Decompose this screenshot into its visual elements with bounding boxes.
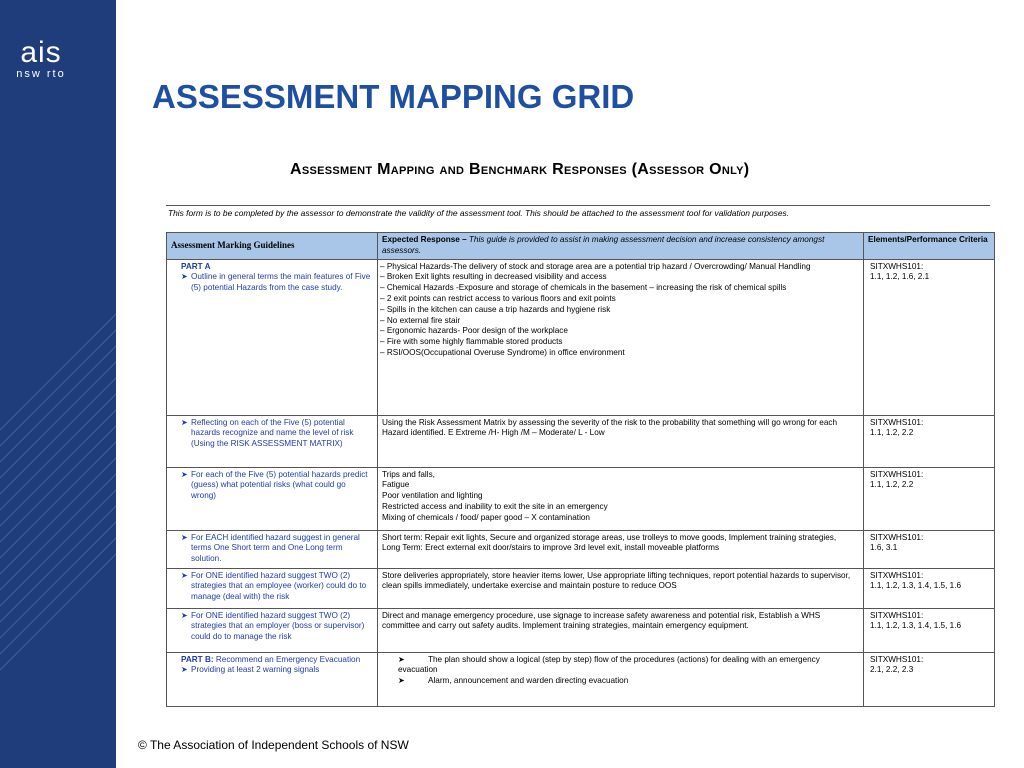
response-line: Trips and falls,	[382, 469, 435, 479]
criteria-cell	[864, 467, 995, 530]
response-line: – Fire with some highly flammable stored products	[380, 337, 563, 347]
sidebar	[0, 0, 116, 768]
guideline-cell	[167, 530, 378, 568]
response-cell	[378, 568, 864, 608]
response-line: – Physical Hazards-The delivery of stock and storage area are a potential trip hazard / Overcrowding/ Manual Handling	[380, 261, 811, 271]
arrowhead-bullet-icon: ➤	[181, 570, 188, 580]
criteria-codes: 1.1, 1.2, 2.2	[870, 428, 914, 438]
document-note: This form is to be completed by the assessor to demonstrate the validity of the assessment tool. This should be attached to the assessment tool for validation purposes.	[168, 208, 790, 218]
arrowhead-bullet-icon: ➤	[398, 676, 405, 686]
sidebar-diagonal-pattern	[0, 0, 116, 768]
response-line: Fatigue	[382, 480, 410, 490]
header-expected-response	[378, 233, 864, 260]
table-row	[167, 259, 995, 415]
response-cell	[378, 608, 864, 652]
guideline-cell	[167, 259, 378, 415]
criteria-cell	[864, 415, 995, 467]
response-cell	[378, 652, 864, 706]
table-row	[167, 652, 995, 706]
guideline-text: Providing at least 2 warning signals	[191, 665, 320, 675]
guideline-text: Reflecting on each of the Five (5) potential hazards recognize and name the level of risk (Using the RISK ASSESSMENT MATRIX)	[191, 417, 354, 449]
footer-copyright: © The Association of Independent Schools of NSW	[138, 738, 409, 752]
response-cell	[378, 530, 864, 568]
guideline-text: For EACH identified hazard suggest in general terms One Short term and One Long term solution.	[191, 532, 360, 564]
guideline-text: For each of the Five (5) potential hazards predict (guess) what potential risks (what could go wrong)	[191, 469, 368, 501]
table-row	[167, 530, 995, 568]
part-b-label: PART B:	[181, 654, 214, 664]
criteria-cell	[864, 652, 995, 706]
criteria-codes: 1.1, 1.2, 1.6, 2.1	[870, 272, 930, 282]
response-line: Long Term: Erect external exit door/stairs to improve 3rd level exit, install moveable platforms	[382, 543, 720, 553]
criteria-unit: SITXWHS101:	[870, 610, 924, 620]
table-row	[167, 568, 995, 608]
criteria-cell	[864, 568, 995, 608]
response-line: – 2 exit points can restrict access to various floors and exit points	[380, 293, 616, 303]
criteria-unit: SITXWHS101:	[870, 570, 924, 580]
response-line: – Broken Exit lights resulting in decreased visibility and access	[380, 272, 607, 282]
logo-main-text: ais	[20, 36, 62, 69]
header-expected-label: Expected Response –	[382, 235, 467, 244]
response-line: Short term: Repair exit lights, Secure and organized storage areas, use trolleys to move goods, Implement training strategies,	[382, 532, 837, 542]
table-header-row	[167, 233, 995, 260]
response-line: – Spills in the kitchen can cause a trip hazards and hygiene risk	[380, 304, 611, 314]
slide-title: ASSESSMENT MAPPING GRID	[152, 78, 635, 115]
response-line: – RSI/OOS(Occupational Overuse Syndrome) in office environment	[380, 347, 625, 357]
part-b-text: Recommend an Emergency Evacuation	[215, 654, 361, 664]
criteria-cell	[864, 530, 995, 568]
criteria-unit: SITXWHS101:	[870, 261, 924, 271]
response-line: Restricted access and inability to exit the site in an emergency	[382, 501, 608, 511]
response-line: – Chemical Hazards -Exposure and storage of chemicals in the basement – increasing the risk of chemical spills	[380, 283, 787, 293]
table-row	[167, 608, 995, 652]
document-title: Assessment Mapping and Benchmark Responses (Assessor Only)	[290, 161, 750, 178]
response-cell	[378, 467, 864, 530]
assessment-mapping-table	[166, 232, 995, 707]
header-expected-note: This guide is provided to assist in making assessment decision and increase consistency amongst assessors.	[382, 235, 825, 255]
criteria-codes: 1.1, 1.2, 1.3, 1.4, 1.5, 1.6	[870, 621, 962, 631]
arrowhead-bullet-icon: ➤	[181, 272, 188, 282]
header-criteria: Elements/Performance Criteria	[864, 233, 995, 260]
response-line: The plan should show a logical (step by step) flow of the procedures (actions) for dealing with an emergency evacuation	[398, 654, 820, 675]
guideline-text: For ONE identified hazard suggest TWO (2) strategies that an employer (boss or supervisor) could do to manage the risk	[191, 610, 365, 642]
response-line: Using the Risk Assessment Matrix by assessing the severity of the risk to the probability that something will go wrong for each Hazard identified. E Extreme /H- High /M – Moderate/ L - Low	[382, 417, 838, 438]
response-cell	[378, 259, 864, 415]
logo-sub-text: nsw rto	[16, 68, 66, 80]
table-row	[167, 467, 995, 530]
guideline-cell	[167, 467, 378, 530]
response-line: Direct and manage emergency procedure, use signage to increase safety awareness and potential risk, Establish a WHS committee and carry out safety audits. Implement training strategies, maintain emergency equipment.	[382, 610, 821, 631]
response-line: Alarm, announcement and warden directing evacuation	[428, 676, 629, 686]
arrowhead-bullet-icon: ➤	[181, 469, 188, 479]
criteria-unit: SITXWHS101:	[870, 469, 924, 479]
table-row	[167, 415, 995, 467]
ais-logo	[0, 38, 82, 80]
response-line: – Ergonomic hazards- Poor design of the workplace	[380, 326, 568, 336]
guideline-text: For ONE identified hazard suggest TWO (2) strategies that an employee (worker) could do to manage (deal with) the risk	[191, 570, 367, 602]
criteria-unit: SITXWHS101:	[870, 654, 924, 664]
criteria-cell	[864, 259, 995, 415]
arrowhead-bullet-icon: ➤	[398, 654, 405, 664]
part-a-label: PART A	[181, 261, 211, 271]
criteria-codes: 1.6, 3.1	[870, 543, 898, 553]
response-cell	[378, 415, 864, 467]
criteria-unit: SITXWHS101:	[870, 532, 924, 542]
criteria-unit: SITXWHS101:	[870, 417, 924, 427]
response-line: Poor ventilation and lighting	[382, 491, 483, 501]
criteria-codes: 1.1, 1.2, 2.2	[870, 480, 914, 490]
criteria-cell	[864, 608, 995, 652]
response-line: – No external fire stair	[380, 315, 461, 325]
response-line: Mixing of chemicals / food/ paper good – X contamination	[382, 512, 590, 522]
criteria-codes: 2.1, 2.2, 2.3	[870, 665, 914, 675]
arrowhead-bullet-icon: ➤	[181, 610, 188, 620]
guideline-cell	[167, 415, 378, 467]
arrowhead-bullet-icon: ➤	[181, 417, 188, 427]
guideline-text: Outline in general terms the main features of Five (5) potential Hazards from the case study.	[191, 272, 371, 293]
criteria-codes: 1.1, 1.2, 1.3, 1.4, 1.5, 1.6	[870, 581, 962, 591]
response-line: Store deliveries appropriately, store heavier items lower, Use appropriate lifting techniques, report potential hazards to supervisor, clean spills immediately, undertake exercise and maintain posture to reduce OOS	[382, 570, 851, 591]
header-guidelines: Assessment Marking Guidelines	[167, 233, 378, 260]
arrowhead-bullet-icon: ➤	[181, 532, 188, 542]
document-rule	[166, 205, 990, 206]
guideline-cell	[167, 652, 378, 706]
arrowhead-bullet-icon: ➤	[181, 665, 188, 675]
guideline-cell	[167, 568, 378, 608]
guideline-cell	[167, 608, 378, 652]
